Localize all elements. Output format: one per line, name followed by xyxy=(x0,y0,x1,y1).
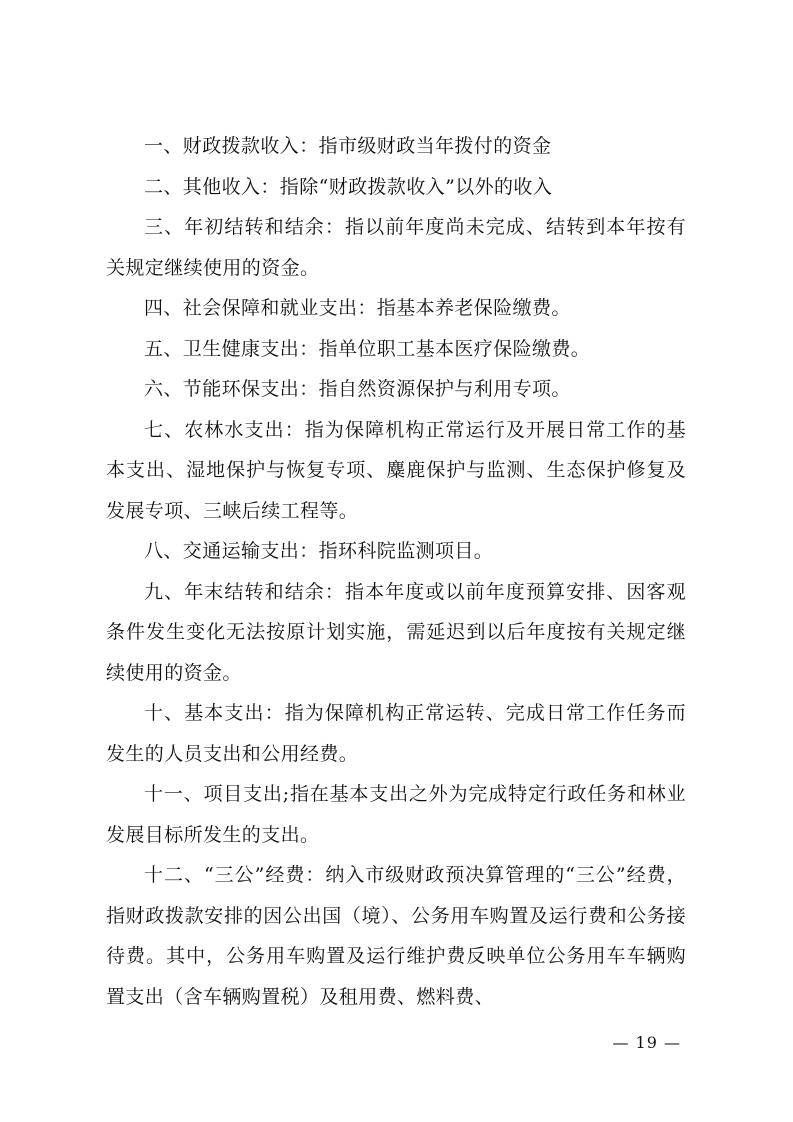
paragraph-4: 四、社会保障和就业支出：指基本养老保险缴费。 xyxy=(144,297,571,319)
paragraph-12: 十二、“三公”经费：纳入市级财政预决算管理的“三公”经费，指财政拨款安排的因公出国（境）、公务用车购置及运行费和公务接待费。其中，公务用车购置及运行维护费反映单位公务用车车辆购置支出（含车辆购置税）及租用费、燃料费、 xyxy=(106,864,686,1008)
paragraph-11: 十一、项目支出;指在基本支出之外为完成特定行政任务和林业发展目标所发生的支出。 xyxy=(106,783,686,846)
paragraph-6: 六、节能环保支出：指自然资源保护与利用专项。 xyxy=(144,378,571,400)
page-number: — 19 — xyxy=(612,1033,681,1052)
paragraph-1: 一、财政拨款收入：指市级财政当年拨付的资金 xyxy=(144,135,552,157)
paragraph-2: 二、其他收入：指除“财政拨款收入”以外的收入 xyxy=(144,175,553,198)
paragraph-3: 三、年初结转和结余：指以前年度尚未完成、结转到本年按有关规定继续使用的资金。 xyxy=(106,216,686,279)
paragraph-9: 九、年末结转和结余：指本年度或以前年度预算安排、因客观条件发生变化无法按原计划实施，需延迟到以后年度按有关规定继续使用的资金。 xyxy=(106,580,686,684)
paragraph-5: 五、卫生健康支出：指单位职工基本医疗保险缴费。 xyxy=(144,337,591,360)
paragraph-10: 十、基本支出：指为保障机构正常运转、完成日常工作任务而发生的人员支出和公用经费。 xyxy=(106,702,686,765)
body-text xyxy=(106,126,686,1017)
paragraph-7: 七、农林水支出：指为保障机构正常运行及开展日常工作的基本支出、湿地保护与恢复专项、麋鹿保护与监测、生态保护修复及发展专项、三峡后续工程等。 xyxy=(106,418,686,522)
paragraph-8: 八、交通运输支出：指环科院监测项目。 xyxy=(144,540,494,562)
